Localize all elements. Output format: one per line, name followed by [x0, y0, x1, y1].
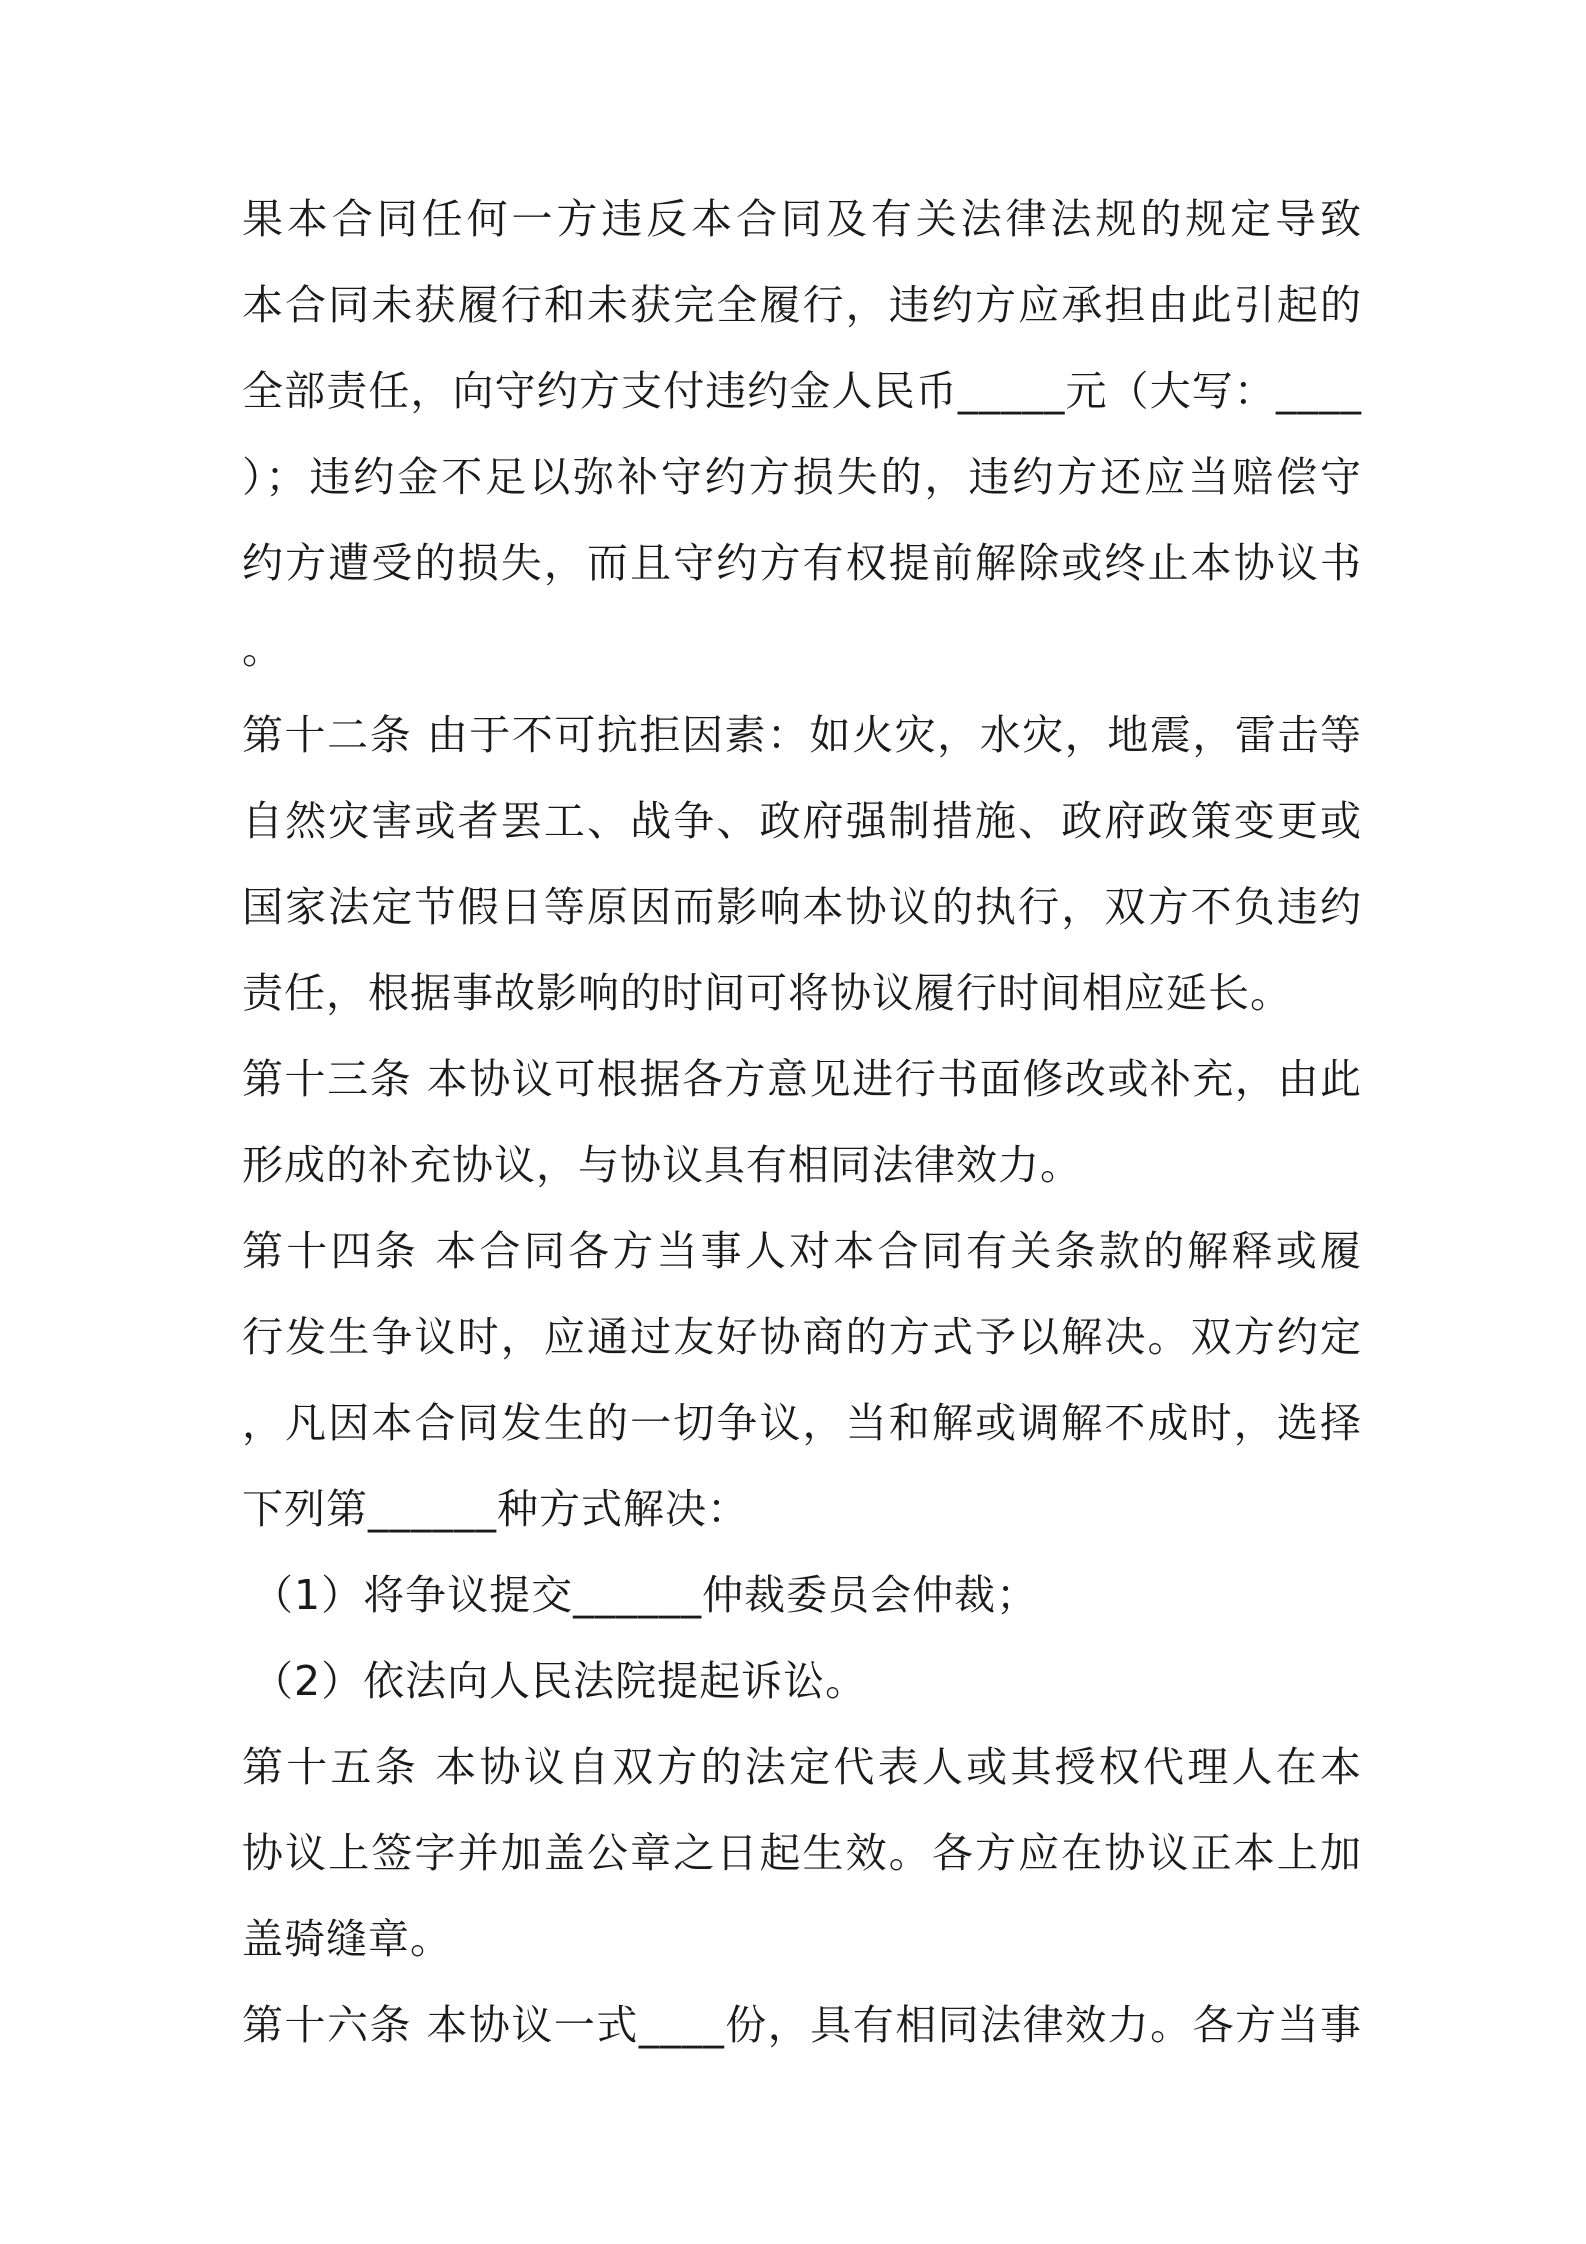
option-1-line: （1）将争议提交______仲裁委员会仲裁； [252, 1571, 1039, 1619]
paragraph-line: 本合同未获履行和未获完全履行，违约方应承担由此引起的 [242, 281, 1362, 329]
article-13-line: 第十三条 本协议可根据各方意见进行书面修改或补充，由此 [242, 1055, 1362, 1103]
article-13-line: 形成的补充协议，与协议具有相同法律效力。 [242, 1141, 1082, 1189]
paragraph-line: 果本合同任何一方违反本合同及有关法律法规的规定导致 [242, 195, 1362, 243]
paragraph-line: 全部责任，向守约方支付违约金人民币_____元（大写：____ [242, 367, 1362, 415]
article-14-line: 行发生争议时，应通过友好协商的方式予以解决。双方约定 [242, 1313, 1362, 1361]
article-12-line: 第十二条 由于不可抗拒因素：如火灾，水灾，地震，雷击等 [242, 711, 1362, 759]
paragraph-line: ）；违约金不足以弥补守约方损失的，违约方还应当赔偿守 [242, 453, 1362, 501]
article-14-line: 下列第______种方式解决： [242, 1485, 749, 1533]
article-12-line: 责任，根据事故影响的时间可将协议履行时间相应延长。 [242, 969, 1292, 1017]
article-14-line: 第十四条 本合同各方当事人对本合同有关条款的解释或履 [242, 1227, 1362, 1275]
option-2-line: （2）依法向人民法院提起诉讼。 [252, 1657, 868, 1705]
article-12-line: 自然灾害或者罢工、战争、政府强制措施、政府政策变更或 [242, 797, 1362, 845]
paragraph-line: 。 [242, 625, 284, 673]
article-15-line: 协议上签字并加盖公章之日起生效。各方应在协议正本上加 [242, 1829, 1362, 1877]
document-page [242, 176, 1362, 2068]
article-15-line: 盖骑缝章。 [242, 1915, 452, 1963]
article-12-line: 国家法定节假日等原因而影响本协议的执行，双方不负违约 [242, 883, 1362, 931]
article-15-line: 第十五条 本协议自双方的法定代表人或其授权代理人在本 [242, 1743, 1362, 1791]
paragraph-line: 约方遭受的损失，而且守约方有权提前解除或终止本协议书 [242, 539, 1362, 587]
article-14-line: ，凡因本合同发生的一切争议，当和解或调解不成时，选择 [242, 1399, 1362, 1447]
article-16-line: 第十六条 本协议一式____份，具有相同法律效力。各方当事 [242, 2001, 1362, 2049]
